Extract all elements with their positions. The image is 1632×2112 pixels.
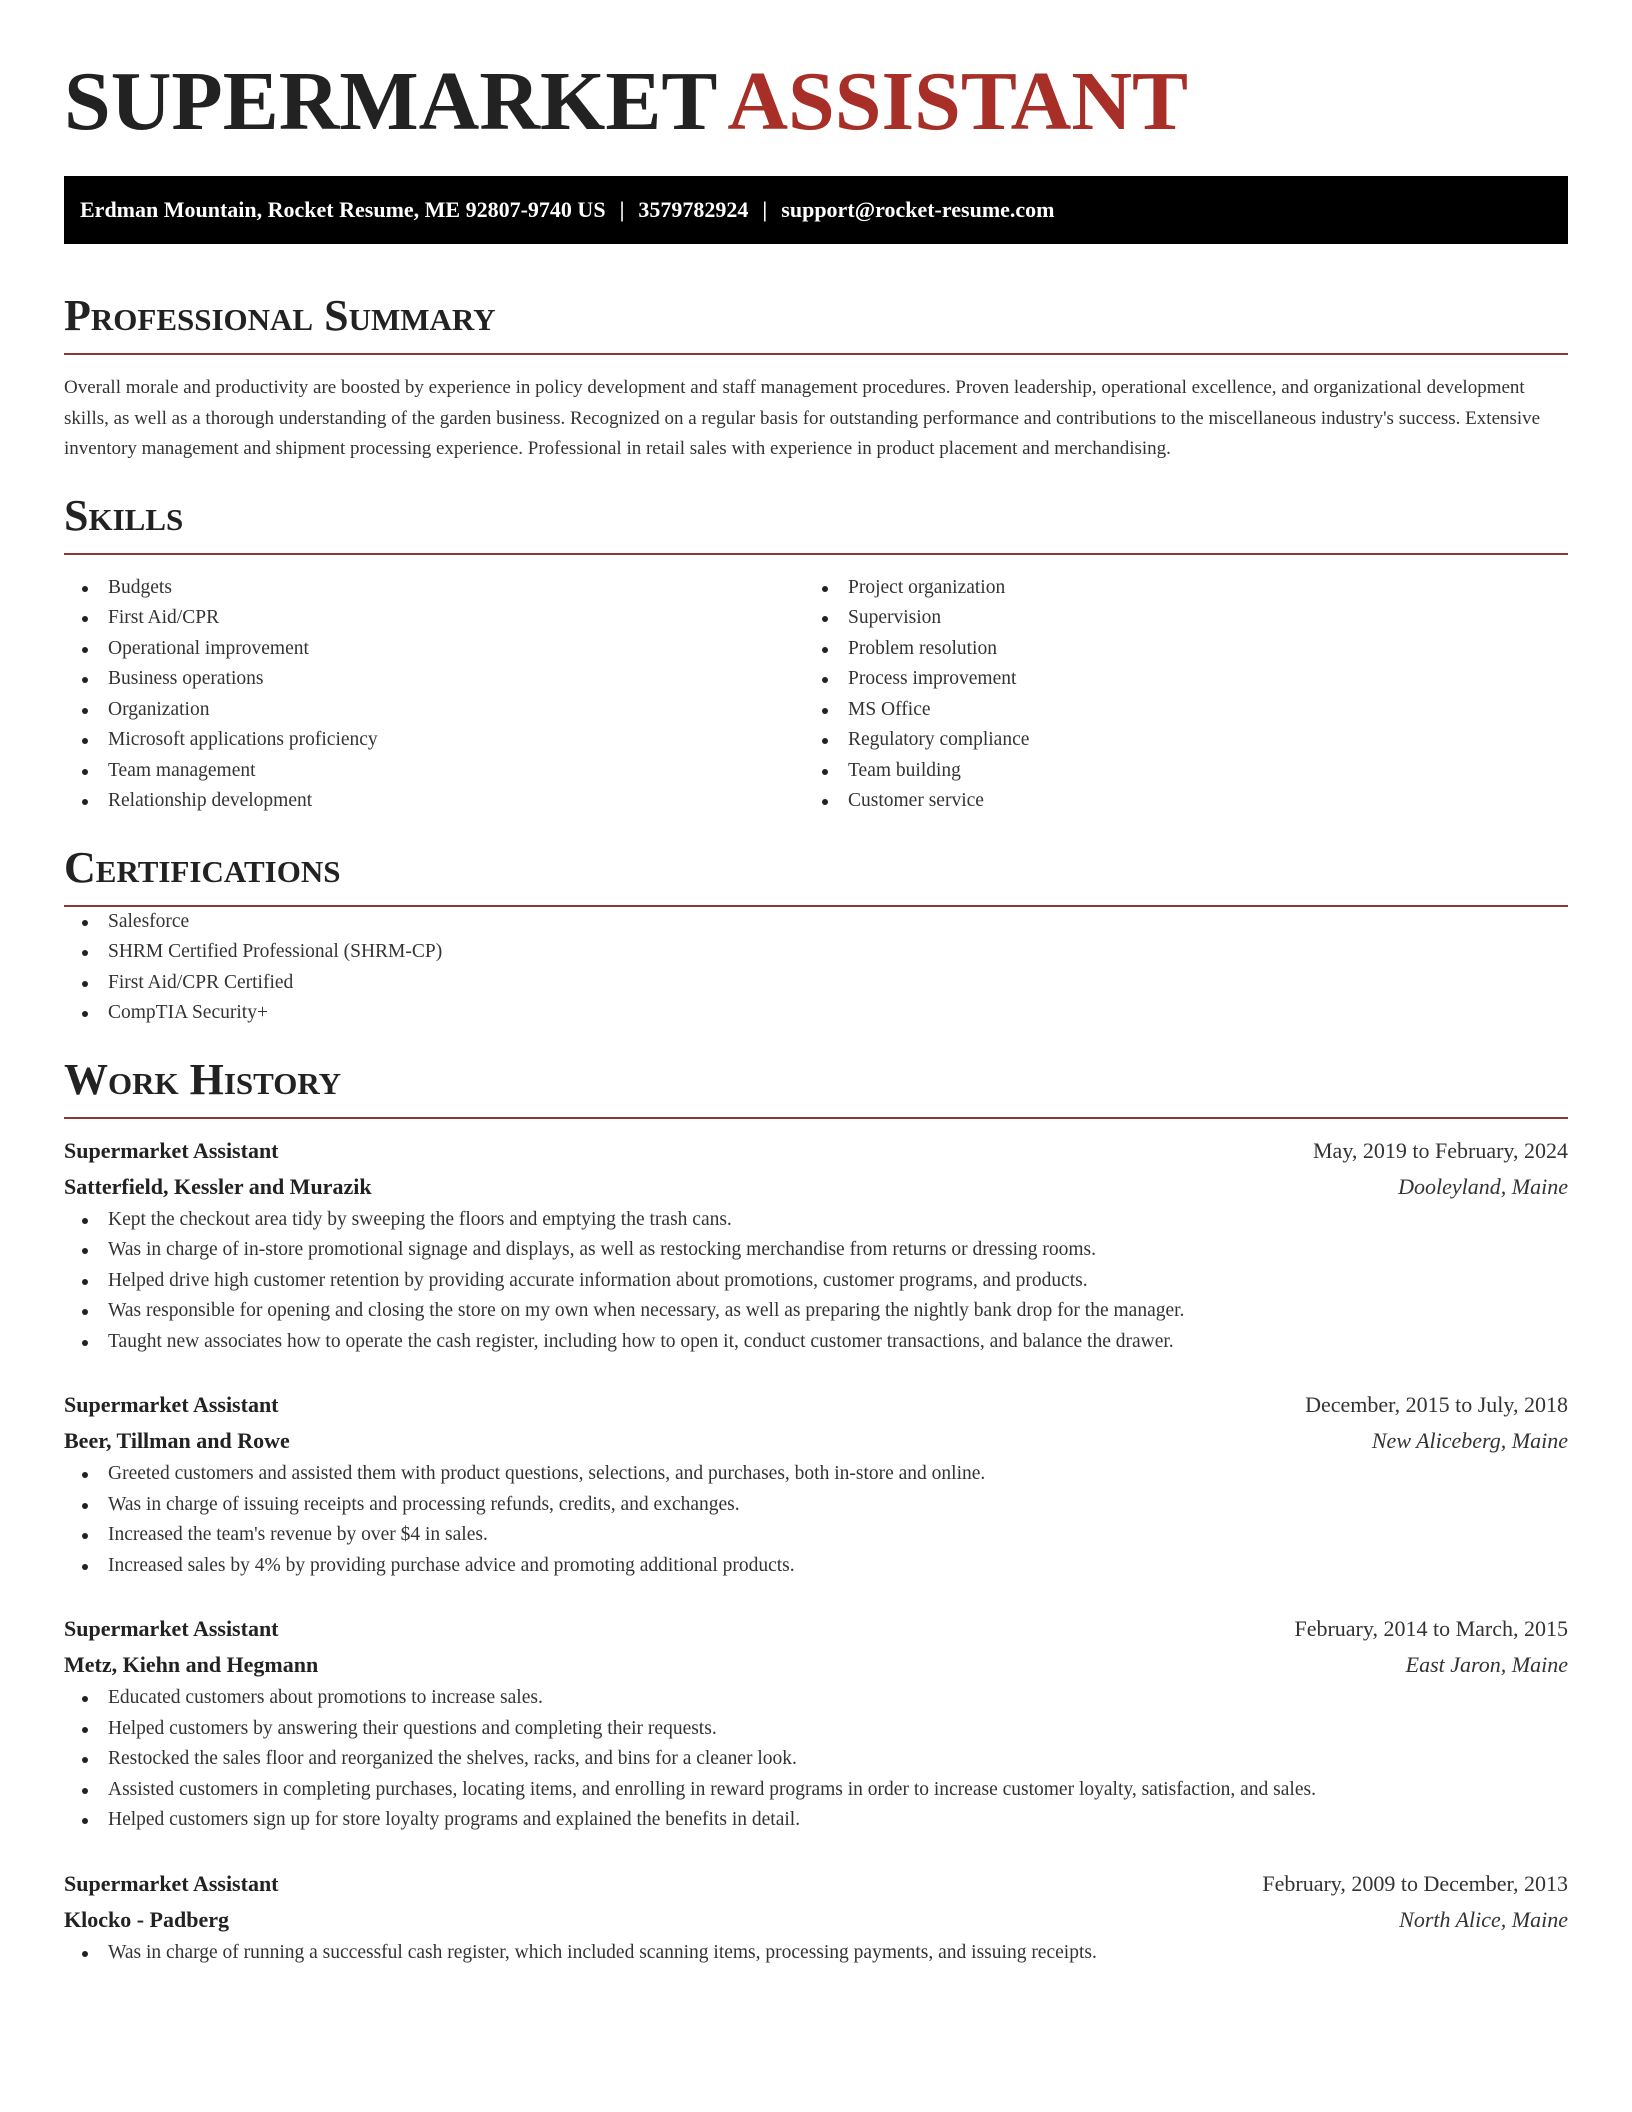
job-company-row	[64, 1423, 1568, 1459]
certification-item: SHRM Certified Professional (SHRM-CP)	[64, 937, 1568, 968]
job-entry	[64, 1611, 1568, 1836]
skills-section	[64, 491, 1568, 817]
skill-item: Process improvement	[804, 664, 1544, 695]
job-title: Supermarket Assistant	[64, 1616, 279, 1641]
job-bullet: Greeted customers and assisted them with product questions, selections, and purchases, both in-store and online.	[64, 1459, 1568, 1490]
job-header-row	[64, 1611, 1568, 1647]
job-entry	[64, 1133, 1568, 1358]
job-bullet: Taught new associates how to operate the cash register, including how to open it, conduct customer transactions, and balance the drawer.	[64, 1327, 1568, 1358]
skill-item: Business operations	[64, 664, 804, 695]
skill-item: First Aid/CPR	[64, 603, 804, 634]
job-company-row	[64, 1647, 1568, 1683]
job-location: New Aliceberg, Maine	[1371, 1428, 1568, 1453]
skills-grid	[64, 573, 1568, 817]
job-header-row	[64, 1387, 1568, 1423]
contact-email[interactable]: support@rocket-resume.com	[781, 197, 1055, 222]
job-bullets	[64, 1205, 1568, 1358]
job-bullet: Was in charge of issuing receipts and processing refunds, credits, and exchanges.	[64, 1490, 1568, 1521]
skill-item: Supervision	[804, 603, 1544, 634]
certifications-section	[64, 843, 1568, 1029]
resume-title	[64, 52, 1568, 152]
job-bullet: Was responsible for opening and closing the store on my own when necessary, as well as preparing the nightly bank drop for the manager.	[64, 1296, 1568, 1327]
contact-phone[interactable]: 3579782924	[638, 197, 749, 222]
job-bullet: Helped customers by answering their questions and completing their requests.	[64, 1714, 1568, 1745]
contact-address: Erdman Mountain, Rocket Resume, ME 92807-9740 US	[80, 197, 606, 222]
skill-item: Team building	[804, 756, 1544, 787]
skill-item: Project organization	[804, 573, 1544, 604]
job-company: Satterfield, Kessler and Murazik	[64, 1173, 372, 1199]
job-entry	[64, 1866, 1568, 1969]
job-bullet: Helped customers sign up for store loyalty programs and explained the benefits in detail.	[64, 1805, 1568, 1836]
job-bullet: Kept the checkout area tidy by sweeping the floors and emptying the trash cans.	[64, 1205, 1568, 1236]
job-bullet: Assisted customers in completing purchases, locating items, and enrolling in reward programs in order to increase customer loyalty, satisfaction, and sales.	[64, 1775, 1568, 1806]
job-company-row	[64, 1169, 1568, 1205]
skill-item: Regulatory compliance	[804, 725, 1544, 756]
skill-item: Team management	[64, 756, 804, 787]
job-title: Supermarket Assistant	[64, 1392, 279, 1417]
section-divider	[64, 1117, 1568, 1119]
job-bullets	[64, 1459, 1568, 1581]
job-company: Klocko - Padberg	[64, 1906, 229, 1932]
certification-item: Salesforce	[64, 907, 1568, 938]
skills-list-right	[804, 573, 1544, 817]
skills-list-left	[64, 573, 804, 817]
job-dates: February, 2009 to December, 2013	[1262, 1870, 1568, 1896]
skill-item: Relationship development	[64, 786, 804, 817]
work-history-heading: Work History	[64, 1054, 342, 1104]
job-bullet: Helped drive high customer retention by providing accurate information about promotions, customer programs, and products.	[64, 1266, 1568, 1297]
job-bullet: Was in charge of in-store promotional signage and displays, as well as restocking merchandise from returns or dressing rooms.	[64, 1235, 1568, 1266]
certification-item: First Aid/CPR Certified	[64, 968, 1568, 999]
job-company: Metz, Kiehn and Hegmann	[64, 1652, 319, 1677]
job-bullet: Educated customers about promotions to increase sales.	[64, 1683, 1568, 1714]
section-divider	[64, 353, 1568, 355]
summary-heading: Professional Summary	[64, 291, 496, 340]
summary-section	[64, 291, 1568, 465]
contact-separator: |	[619, 197, 625, 222]
job-header-row	[64, 1133, 1568, 1169]
skill-item: Operational improvement	[64, 634, 804, 665]
skill-item: Microsoft applications proficiency	[64, 725, 804, 756]
job-location: Dooleyland, Maine	[1398, 1173, 1568, 1199]
summary-text: Overall morale and productivity are boosted by experience in policy development and staff management procedures. Proven leadership, operational excellence, and organizational development skills, as well as a thorough understanding of the garden business. Recognized on a regular basis for outstanding performance and contributions to the miscellaneous industry's success. Extensive inventory management and shipment processing experience. Professional in retail sales with experience in product placement and merchandising.	[64, 377, 1541, 459]
job-bullet: Increased the team's revenue by over $4 in sales.	[64, 1520, 1568, 1551]
title-part-role: ASSISTANT	[727, 55, 1189, 148]
job-bullet: Restocked the sales floor and reorganized the shelves, racks, and bins for a cleaner look.	[64, 1744, 1568, 1775]
section-divider	[64, 553, 1568, 555]
job-bullet: Increased sales by 4% by providing purchase advice and promoting additional products.	[64, 1551, 1568, 1582]
job-bullets	[64, 1938, 1568, 1969]
certification-item: CompTIA Security+	[64, 998, 1568, 1029]
job-title: Supermarket Assistant	[64, 1870, 279, 1896]
job-title: Supermarket Assistant	[64, 1137, 279, 1163]
certifications-heading: Certifications	[64, 842, 341, 892]
certifications-list	[64, 907, 1568, 1029]
work-history-section	[64, 1055, 1568, 1969]
job-location: North Alice, Maine	[1399, 1906, 1568, 1932]
job-location: East Jaron, Maine	[1405, 1652, 1568, 1677]
job-company-row	[64, 1902, 1568, 1938]
job-bullet: Was in charge of running a successful cash register, which included scanning items, processing payments, and issuing receipts.	[64, 1938, 1568, 1969]
skills-heading: Skills	[64, 490, 184, 540]
job-bullets	[64, 1683, 1568, 1836]
contact-bar	[64, 176, 1568, 244]
job-company: Beer, Tillman and Rowe	[64, 1428, 290, 1453]
skill-item: Organization	[64, 695, 804, 726]
job-entry	[64, 1387, 1568, 1581]
skill-item: MS Office	[804, 695, 1544, 726]
contact-separator: |	[762, 197, 768, 222]
job-header-row	[64, 1866, 1568, 1902]
title-part-job: SUPERMARKET	[64, 55, 718, 148]
job-dates: December, 2015 to July, 2018	[1305, 1392, 1568, 1417]
job-dates: February, 2014 to March, 2015	[1294, 1616, 1568, 1641]
skill-item: Budgets	[64, 573, 804, 604]
job-dates: May, 2019 to February, 2024	[1313, 1137, 1568, 1163]
skill-item: Problem resolution	[804, 634, 1544, 665]
skill-item: Customer service	[804, 786, 1544, 817]
